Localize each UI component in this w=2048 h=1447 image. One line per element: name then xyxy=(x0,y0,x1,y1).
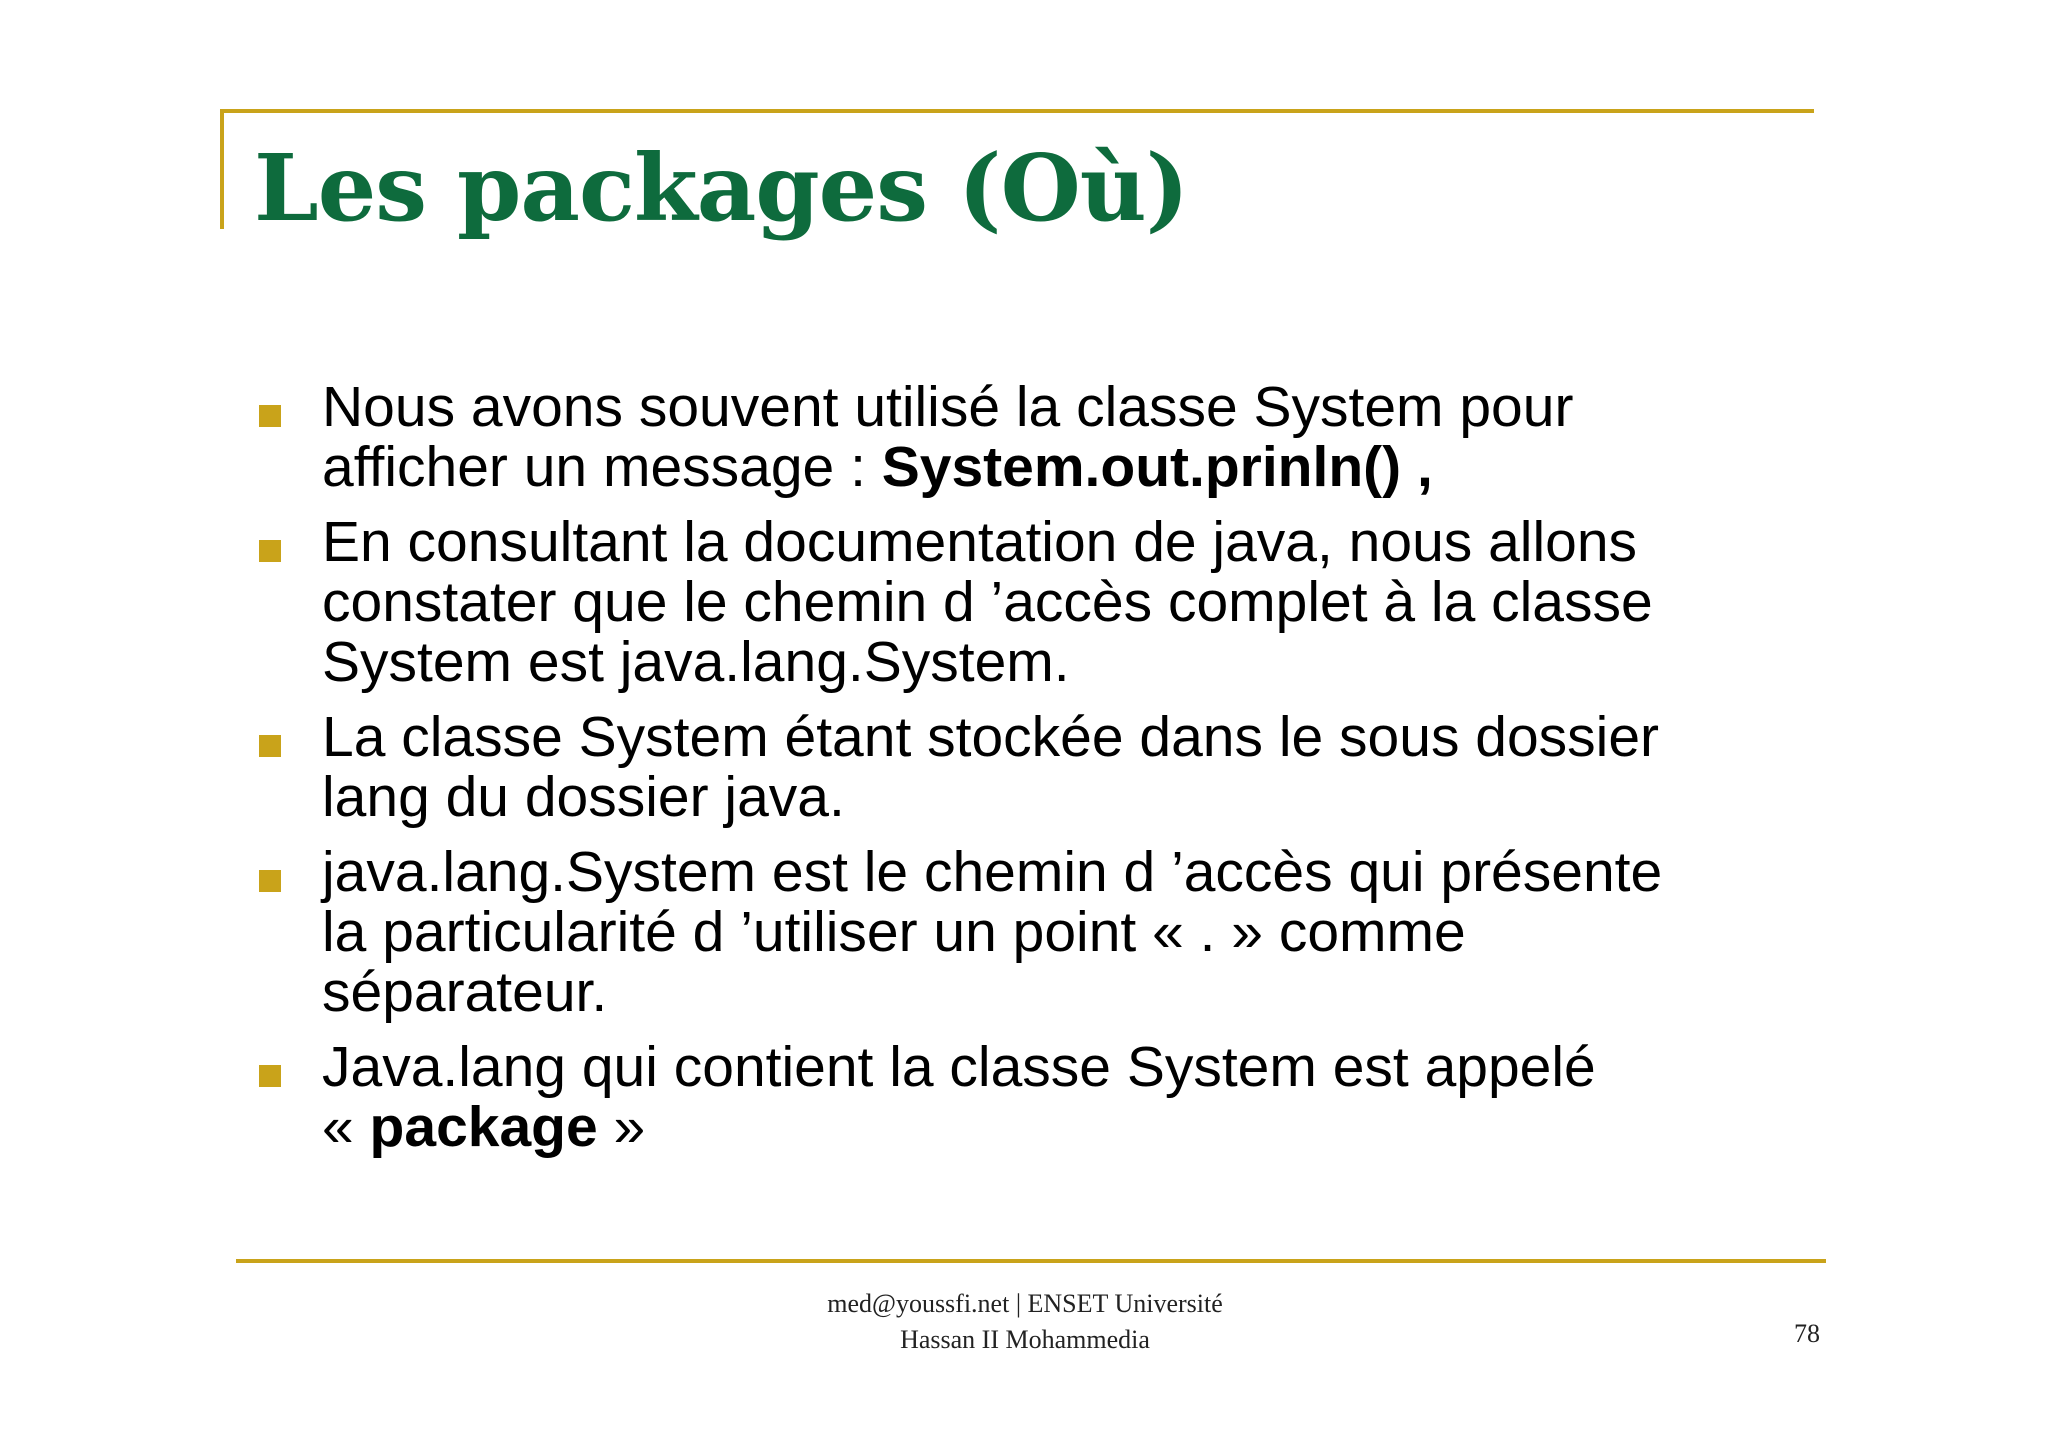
footer-line-2: Hassan II Mohammedia xyxy=(900,1325,1150,1354)
bullet-line xyxy=(322,632,1855,692)
square-bullet-icon xyxy=(259,870,281,892)
footer-line-1: med@youssfi.net | ENSET Université xyxy=(827,1289,1223,1318)
bold-text-segment: package xyxy=(369,1095,598,1159)
bullet-text xyxy=(322,842,1855,1022)
bullet-item xyxy=(255,377,1855,497)
square-bullet-icon xyxy=(259,405,281,427)
text-segment: « xyxy=(322,1095,370,1159)
text-segment: constater que le chemin d ’accès complet à la classe xyxy=(322,570,1653,634)
square-bullet-icon xyxy=(259,735,281,757)
bullet-line xyxy=(322,1097,1855,1157)
text-segment: En consultant la documentation de java, nous allons xyxy=(322,510,1638,574)
square-bullet-icon xyxy=(259,540,281,562)
bullet-text xyxy=(322,377,1855,497)
bullet-line xyxy=(322,962,1855,1022)
square-bullet-icon xyxy=(259,1065,281,1087)
bullet-line xyxy=(322,902,1855,962)
top-rule xyxy=(220,109,1814,113)
text-segment: afficher un message : xyxy=(322,435,882,499)
text-segment: la particularité d ’utiliser un point « . » comme xyxy=(322,900,1466,964)
footer xyxy=(700,1286,1350,1358)
bullet-item xyxy=(255,842,1855,1022)
text-segment: La classe System étant stockée dans le sous dossier xyxy=(322,705,1660,769)
bullet-item xyxy=(255,512,1855,692)
bold-text-segment: System.out.prinln() , xyxy=(881,435,1433,499)
text-segment: System est java.lang.System. xyxy=(322,630,1070,694)
text-segment: » xyxy=(597,1095,646,1159)
text-segment: lang du dossier java. xyxy=(322,765,845,829)
text-segment: séparateur. xyxy=(322,960,608,1024)
page-number: 78 xyxy=(1794,1319,1820,1348)
text-segment: Java.lang qui contient la classe System est appelé xyxy=(322,1035,1596,1099)
bullet-list xyxy=(255,377,1855,1172)
left-rule xyxy=(220,109,224,229)
bullet-line xyxy=(322,572,1855,632)
bottom-rule xyxy=(236,1259,1826,1263)
text-segment: java.lang.System est le chemin d ’accès qui présente xyxy=(322,840,1663,904)
bullet-text xyxy=(322,707,1855,827)
bullet-item xyxy=(255,707,1855,827)
slide-title: Les packages (Où) xyxy=(254,134,1189,242)
bullet-text xyxy=(322,1037,1855,1157)
bullet-line xyxy=(322,377,1855,437)
bullet-line xyxy=(322,767,1855,827)
bullet-line xyxy=(322,707,1855,767)
bullet-text xyxy=(322,512,1855,692)
text-segment: Nous avons souvent utilisé la classe System pour xyxy=(322,375,1574,439)
bullet-item xyxy=(255,1037,1855,1157)
bullet-line xyxy=(322,512,1855,572)
bullet-line xyxy=(322,437,1855,497)
bullet-line xyxy=(322,1037,1855,1097)
bullet-line xyxy=(322,842,1855,902)
